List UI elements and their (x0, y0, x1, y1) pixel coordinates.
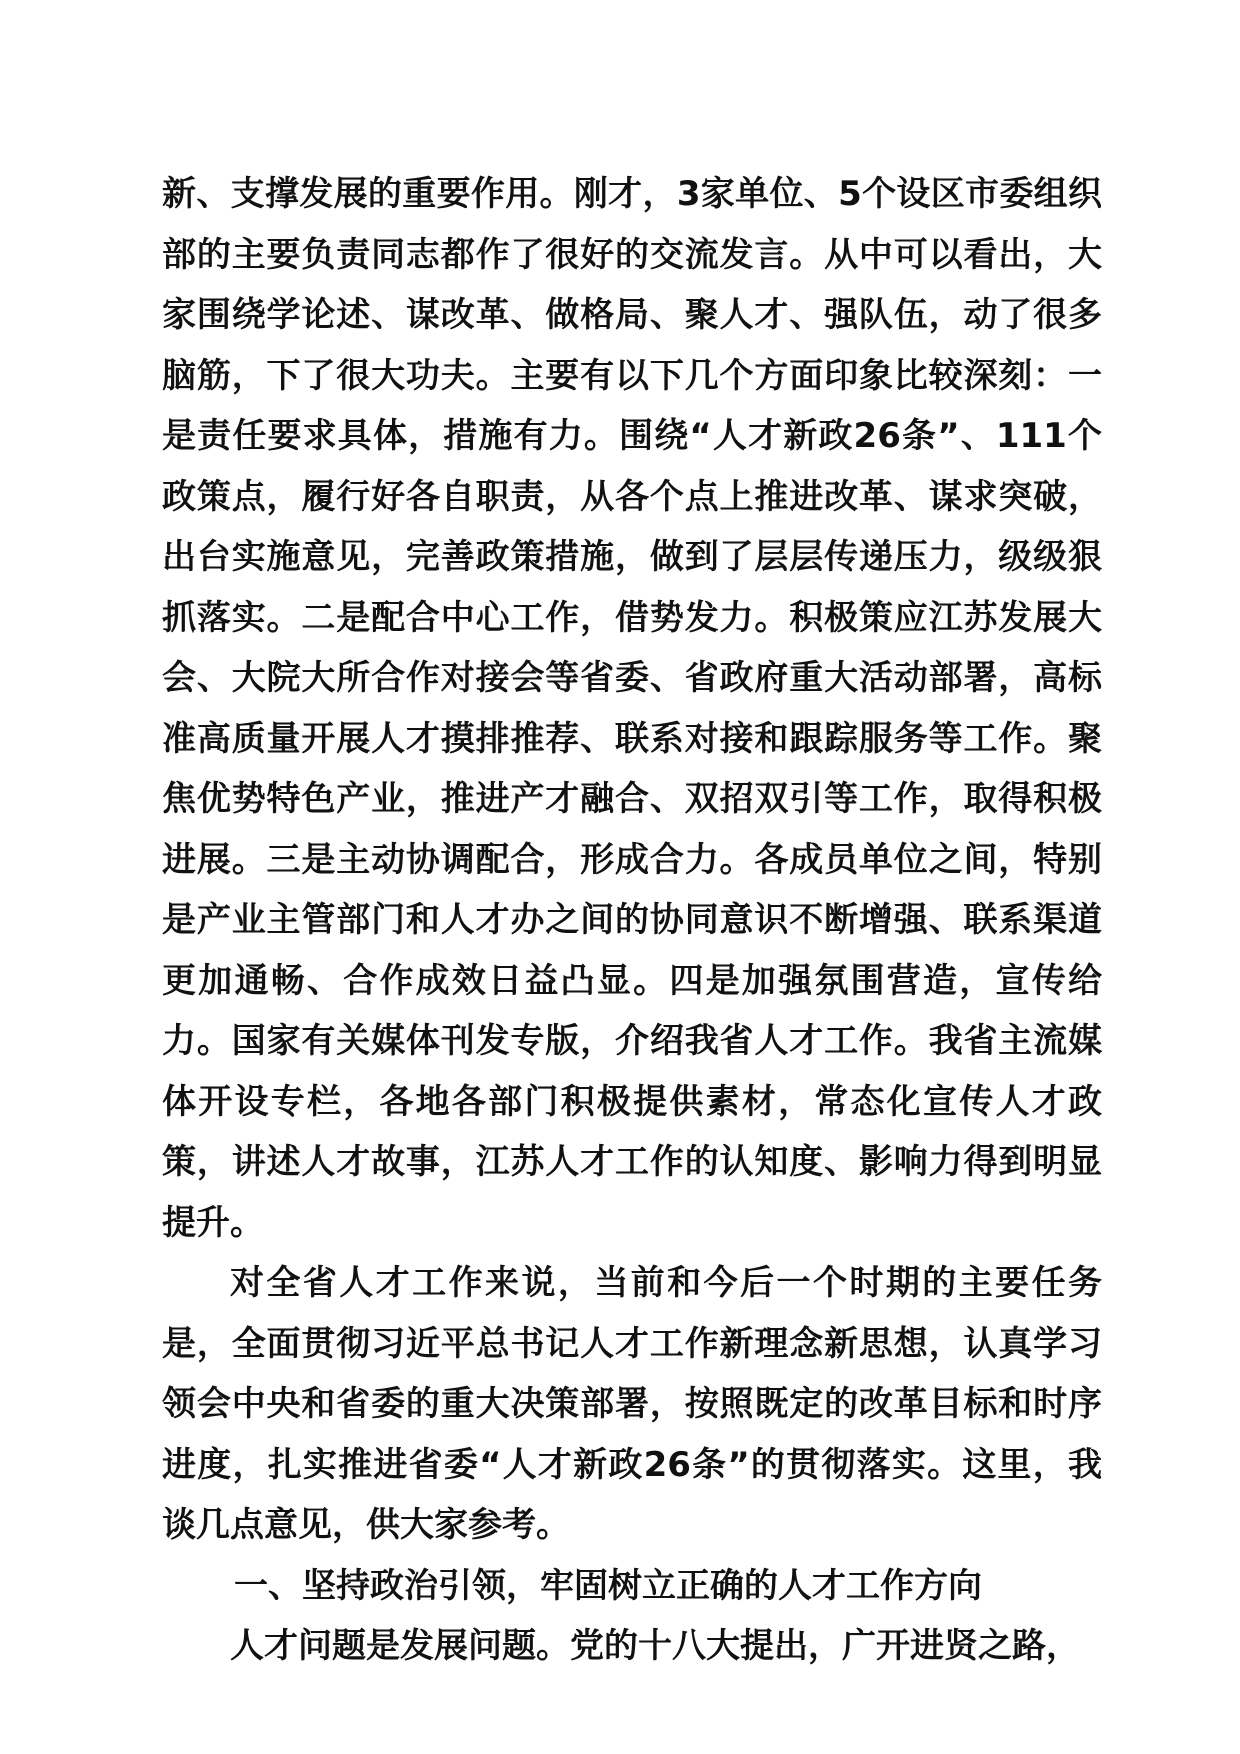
section-heading: 一、坚持政治引领，牢固树立正确的人才工作方向 (234, 1565, 982, 1606)
body-paragraph: 新、支撑发展的重要作用。刚才，3家单位、5个设区市委组织部的主要负责同志都作了很好的交流发言。从中可以看出，大家围绕学论述、谋改革、做格局、聚人才、强队伍，动了很多脑筋，下了很大功夫。主要有以下几个方面印象比较深刻：一是责任要求具体，措施有力。围绕“人才新政26条”、111个政策点，履行好各自职责，从各个点上推进改革、谋求突破，出台实施意见，完善政策措施，做到了层层传递压力，级级狠抓落实。二是配合中心工作，借势发力。积极策应江苏发展大会、大院大所合作对接会等省委、省政府重大活动部署，高标准高质量开展人才摸排推荐、联系对接和跟踪服务等工作。聚焦优势特色产业，推进产才融合、双招双引等工作，取得积极进展。三是主动协调配合，形成合力。各成员单位之间，特别是产业主管部门和人才办之间的协同意识不断增强、联系渠道更加通畅、合作成效日益凸显。四是加强氛围营造，宣传给力。国家有关媒体刊发专版，介绍我省人才工作。我省主流媒体开设专栏，各地各部门积极提供素材，常态化宣传人才政策，讲述人才故事，江苏人才工作的认知度、影响力得到明显提升。 (162, 174, 1102, 1243)
body-paragraph: 人才问题是发展问题。党的十八大提出，广开进贤之路， (230, 1626, 1080, 1666)
document-body (162, 164, 1102, 1677)
body-paragraph: 对全省人才工作来说，当前和今后一个时期的主要任务是，全面贯彻习近平总书记人才工作新理念新思想，认真学习领会中央和省委的重大决策部署，按照既定的改革目标和时序进度，扎实推进省委“人才新政26条”的贯彻落实。这里，我谈几点意见，供大家参考。 (162, 1263, 1102, 1545)
